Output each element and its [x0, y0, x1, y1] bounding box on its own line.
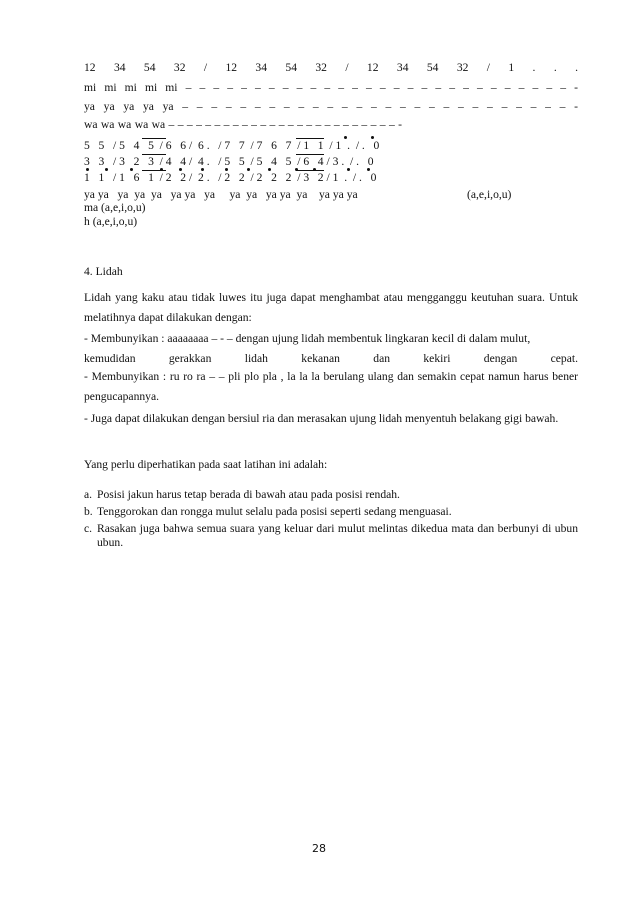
exercise-line-ya: ya ya ya ya ya – – – – – – – – – – – – – – – – – – – – – – – – – – – -: [84, 100, 578, 113]
octave-dot: [86, 168, 89, 171]
octave-dot: [344, 136, 347, 139]
list-text: Rasakan juga bahwa semua suara yang keluar dari mulut melintas dikedua mata dan berbunyi di ubun ubun.: [97, 522, 578, 549]
bullet-2-paragraph: - Membunyikan : ru ro ra – – pli plo pla , la la la berulang ulang dan semakin cepat namun harus bener pengucapannya.: [84, 370, 578, 403]
list-marker: b.: [84, 505, 93, 518]
octave-dot: [105, 168, 108, 171]
syllables-line: ya ya ya ya ya ya ya ya ya ya ya ya ya ya ya ya: [84, 188, 358, 201]
octave-dot: [295, 168, 298, 171]
octave-dot: [347, 168, 350, 171]
list-marker: c.: [84, 522, 93, 535]
exercise-line-mi: mi mi mi mi mi – – – – – – – – – – – – – – – – – – – – – – – – – – – – -: [84, 81, 578, 94]
list-item-c: [84, 522, 578, 550]
octave-dot: [268, 168, 271, 171]
octave-dot: [367, 168, 370, 171]
notation-line-3: 1 1 / 1 6 1 / 2 2 / 2 . / 2 2 / 2 2 2 / 3 2 / 1 . / . 0: [84, 171, 377, 184]
octave-dot: [179, 168, 182, 171]
notation-line-1: 5 5 / 5 4 5 / 6 6 / 6 . / 7 7 / 7 6 7 / 1 1 / 1 . / . 0: [84, 139, 380, 152]
list-text: Posisi jakun harus tetap berada di bawah atau pada posisi rendah.: [97, 488, 400, 501]
beam-mark: [296, 138, 324, 139]
beam-mark: [142, 154, 166, 155]
list-item-b: [84, 505, 578, 519]
list-marker: a.: [84, 488, 93, 501]
exercise-line-wa: wa wa wa wa wa – – – – – – – – – – – – – – – – – – – – – – – – – -: [84, 118, 402, 131]
bullet-1-line-2: kemudidan gerakkan lidah kekanan dan kekiri dengan cepat.: [84, 352, 578, 365]
octave-dot: [313, 168, 316, 171]
vowel-line-h: h (a,e,i,o,u): [84, 215, 138, 228]
notation-line-2: 3 3 / 3 2 3 / 4 4 / 4 . / 5 5 / 5 4 5 / 6 4 / 3 . / . 0: [84, 155, 374, 168]
bullet-3-paragraph: - Juga dapat dilakukan dengan bersiul ria dan merasakan ujung lidah menyentuh belakang gigi bawah.: [84, 412, 559, 425]
exercise-line-numbers: 12 34 54 32 / 12 34 54 32 / 12 34 54 32 / 1 . . .: [84, 61, 578, 74]
beam-mark: [296, 170, 324, 171]
section-heading: 4. Lidah: [84, 265, 123, 278]
bullet-1-line-1: - Membunyikan : aaaaaaaa – - – dengan ujung lidah membentuk lingkaran kecil di dalam mulut,: [84, 332, 531, 345]
vowels-label: (a,e,i,o,u): [467, 188, 512, 201]
list-item-a: [84, 488, 578, 502]
list-text: Tenggorokan dan rongga mulut selalu pada posisi seperti sedang menguasai.: [97, 505, 452, 518]
octave-dot: [247, 168, 250, 171]
intro-paragraph: Lidah yang kaku atau tidak luwes itu juga dapat menghambat atau mengganggu keutuhan suara. Untuk melatihnya dapat dilakukan dengan:: [84, 291, 578, 324]
page-number: 28: [312, 842, 326, 855]
octave-dot: [160, 168, 163, 171]
note-heading: Yang perlu diperhatikan pada saat latihan ini adalah:: [84, 458, 328, 471]
octave-dot: [371, 136, 374, 139]
octave-dot: [201, 168, 204, 171]
beam-mark: [296, 154, 324, 155]
octave-dot: [225, 168, 228, 171]
beam-mark: [142, 138, 166, 139]
octave-dot: [130, 168, 133, 171]
vowel-line-ma: ma (a,e,i,o,u): [84, 201, 146, 214]
